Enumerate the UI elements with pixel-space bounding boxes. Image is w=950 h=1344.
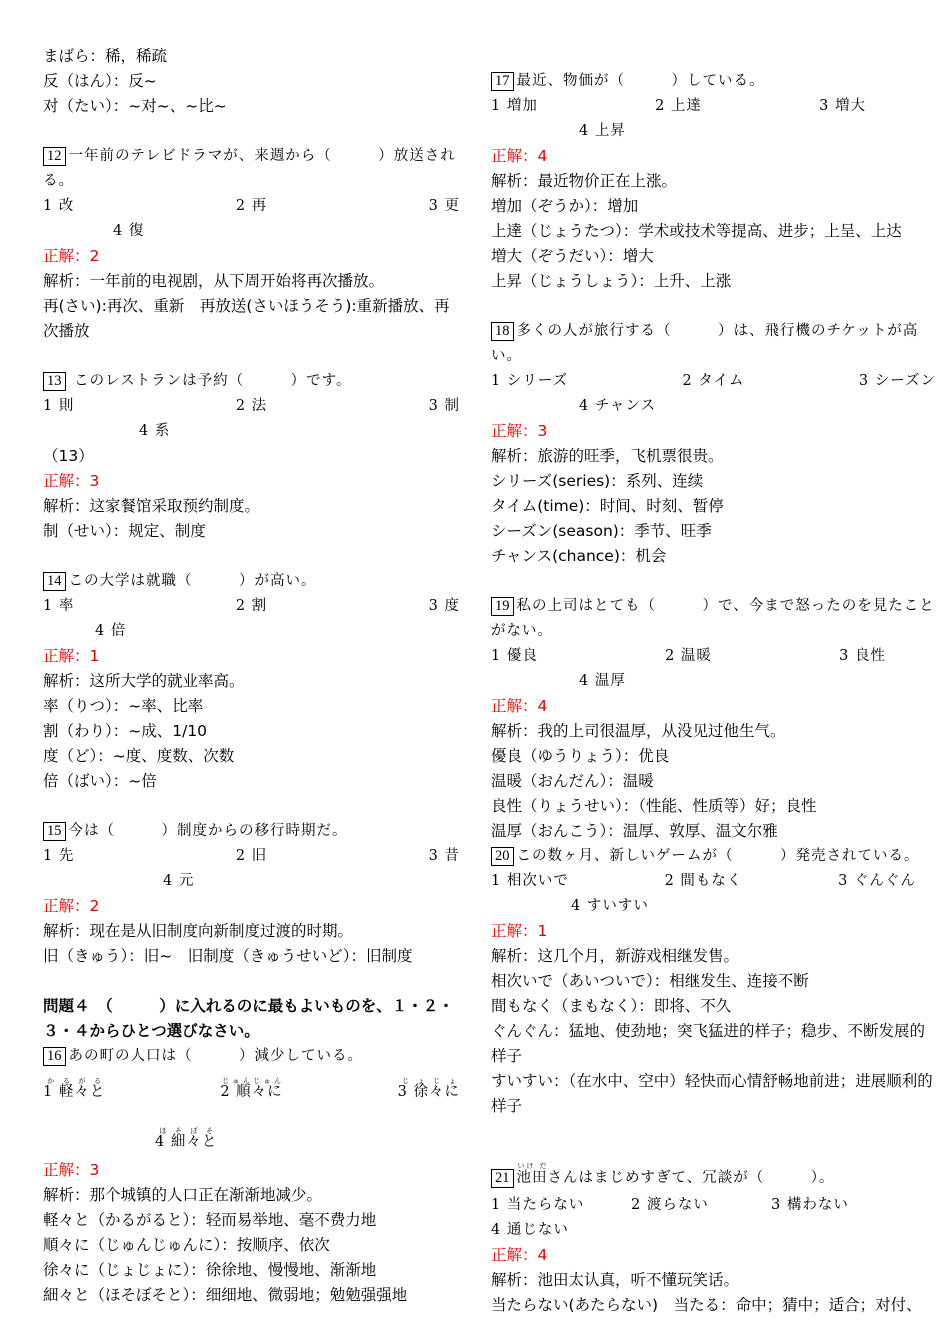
explanation: 解析：这家餐馆采取预约制度。 (43, 497, 261, 515)
option-4: 4 倍 (95, 623, 127, 639)
option: 3 更 (428, 198, 460, 214)
option: 1 率 (43, 598, 75, 614)
option: 3 度 (428, 598, 460, 614)
question-stem-18: 18 多くの人が旅行する（ ）は、飛行機のチケットが高い。 (491, 323, 919, 364)
options-16 (43, 1077, 460, 1101)
explanation: タイム(time)：时间、时刻、暂停 (491, 497, 724, 515)
explanation: 優良（ゆうりょう）：优良 (491, 747, 670, 765)
option: 3 良性 (839, 648, 886, 664)
explanation: 当たらない(あたらない) 当たる：命中；猜中；适合；对付、 (491, 1296, 922, 1314)
question-stem-20: 20 この数ヶ月、新しいゲームが（ ）発売されている。 (491, 844, 936, 869)
explanation: 制（せい）：规定、制度 (43, 522, 206, 540)
question-number: 15 (43, 822, 66, 841)
question-ref: （13） (43, 447, 94, 465)
option: 2 旧 (235, 848, 268, 864)
explanation: 徐々に（じょじょに）：徐徐地、慢慢地、渐渐地 (43, 1261, 377, 1279)
option: 2 再 (235, 198, 268, 214)
question-number: 16 (43, 1047, 66, 1066)
explanation: ぐんぐん：猛地、使劲地；突飞猛进的样子；稳步、不断发展的样子 (491, 1022, 926, 1065)
option: 1 当たらない (491, 1197, 585, 1213)
intro-line: 对（たい）：~对~、~比~ (43, 97, 227, 115)
question-number: 17 (491, 72, 514, 91)
option: 2 間もなく (664, 873, 743, 889)
explanation: 解析：现在是从旧制度向新制度过渡的时期。 (43, 922, 354, 940)
option-4: 4 温厚 (579, 673, 626, 689)
explanation: すいすい：（在水中、空中）轻快而心情舒畅地前进；进展顺利的样子 (491, 1072, 933, 1115)
answer: 正解：1 (491, 922, 548, 940)
option: 2 順々にじゅんじゅん (220, 1077, 283, 1100)
question-stem-15: 15 今は（ ）制度からの移行時期だ。 (43, 819, 460, 844)
question-number: 20 (491, 847, 514, 866)
option-4: 4 元 (163, 873, 195, 889)
question-number: 18 (491, 322, 514, 341)
question-stem-16: 16 あの町の人口は（ ）減少している。 (43, 1044, 460, 1069)
options-21 (491, 1193, 936, 1218)
answer: 正解：3 (491, 422, 548, 440)
answer: 正解：1 (43, 647, 100, 665)
option: 1 相次いで (491, 873, 569, 889)
options-17 (491, 94, 936, 119)
explanation: 軽々と（かるがると）：轻而易举地、毫不费力地 (43, 1211, 377, 1229)
option: 2 割 (235, 598, 268, 614)
options-20 (491, 869, 936, 894)
option-4: 4 すいすい (571, 898, 649, 914)
question-stem-12: 12 一年前のテレビドラマが、来週から（ ）放送される。 (43, 148, 456, 189)
question-number: 12 (43, 147, 66, 166)
intro-line: まばら：稀，稀疏 (43, 47, 168, 65)
explanation: 度（ど）：~度、度数、次数 (43, 747, 235, 765)
option: 2 温暖 (665, 648, 712, 664)
explanation: 良性（りょうせい）：（性能、性质等）好；良性 (491, 797, 817, 815)
answer: 正解：4 (491, 147, 548, 165)
explanation: 解析：最近物价正在上涨。 (491, 172, 678, 190)
explanation: 温暖（おんだん）：温暖 (491, 772, 654, 790)
explanation: 増加（ぞうか）：增加 (491, 197, 639, 215)
question-stem-14: 14 この大学は就職（ ）が高い。 (43, 569, 460, 594)
options-15 (43, 844, 460, 869)
options-19 (491, 644, 936, 669)
explanation: チャンス(chance)：机会 (491, 547, 667, 565)
options-18 (491, 369, 936, 394)
left-column (43, 44, 460, 1308)
option: 2 上達 (655, 98, 702, 114)
options-13 (43, 394, 460, 419)
option: 1 軽々とかるがる (43, 1077, 106, 1100)
question-stem-19: 19 私の上司はとても（ ）で、今まで怒ったのを見たことがない。 (491, 598, 935, 639)
option-4: 4 復 (113, 223, 145, 239)
intro-line: 反（はん）：反~ (43, 72, 157, 90)
explanation: 解析：这所大学的就业率高。 (43, 672, 245, 690)
explanation: 上達（じょうたつ）：学术或技术等提高、进步；上呈、上达 (491, 222, 902, 240)
option: 3 昔 (428, 848, 460, 864)
explanation: 解析：一年前的电视剧，从下周开始将再次播放。 (43, 272, 385, 290)
explanation: シーズン(season)：季节、旺季 (491, 522, 712, 540)
option-4: 4 チャンス (579, 398, 656, 414)
explanation: 解析：这几个月，新游戏相继发售。 (491, 947, 740, 965)
explanation: 再(さい):再次、重新 再放送(さいほうそう):重新播放、再次播放 (43, 297, 450, 340)
answer: 正解：2 (43, 247, 100, 265)
option: 3 構わない (771, 1197, 849, 1213)
option: 1 優良 (491, 648, 538, 664)
answer: 正解：3 (43, 1161, 100, 1179)
question-number: 14 (43, 572, 66, 591)
option-4: 4 系 (139, 423, 171, 439)
option: 1 則 (43, 398, 75, 414)
option: 3 ぐんぐん (838, 873, 916, 889)
question-stem-13: 13 このレストランは予約（ ）です。 (43, 369, 460, 394)
options-14 (43, 594, 460, 619)
answer: 正解：4 (491, 1246, 548, 1264)
option: 1 先 (43, 848, 75, 864)
explanation: 倍（ばい）：~倍 (43, 772, 157, 790)
explanation: 順々に（じゅんじゅんに）：按顺序、依次 (43, 1236, 330, 1254)
explanation: 解析：我的上司很温厚，从没见过他生气。 (491, 722, 786, 740)
option: 3 シーズン (858, 373, 936, 389)
option: 2 渡らない (631, 1197, 709, 1213)
option: 1 増加 (491, 98, 538, 114)
option-4: 4 細々とほそぼそ (155, 1127, 218, 1150)
right-column (491, 69, 936, 1318)
option: 3 制 (428, 398, 460, 414)
option: 1 改 (43, 198, 75, 214)
option: 2 法 (235, 398, 268, 414)
question-stem-17: 17 最近、物価が（ ）している。 (491, 69, 936, 94)
option-4: 4 通じない (491, 1222, 569, 1238)
option: 1 シリーズ (491, 373, 569, 389)
answer: 正解：2 (43, 897, 100, 915)
explanation: 率（りつ）：~率、比率 (43, 697, 204, 715)
explanation: 間もなく（まもなく）：即将、不久 (491, 997, 732, 1015)
explanation: 割（わり）：~成、1/10 (43, 722, 208, 740)
explanation: 増大（ぞうだい）：增大 (491, 247, 654, 265)
question-stem-21: 21 池田いけ ださんはまじめすぎて、冗談が（ ）。 (491, 1162, 936, 1193)
explanation: 解析：池田太认真，听不懂玩笑话。 (491, 1271, 740, 1289)
explanation: 相次いで（あいついで）：相继发生、连接不断 (491, 972, 809, 990)
question-number: 13 (43, 372, 66, 391)
explanation: 上昇（じょうしょう）：上升、上涨 (491, 272, 732, 290)
explanation: 解析：那个城镇的人口正在渐渐地减少。 (43, 1186, 323, 1204)
answer: 正解：3 (43, 472, 100, 490)
explanation: 細々と（ほそぼそと）：细细地、微弱地；勉勉强强地 (43, 1286, 408, 1304)
explanation: 解析：旅游的旺季，飞机票很贵。 (491, 447, 724, 465)
section-heading: 問題４ （ ）に入れるのに最もよいものを、１・２・３・４からひとつ選びなさい。 (43, 997, 454, 1040)
option: 3 増大 (819, 98, 866, 114)
explanation: 温厚（おんこう）：温厚、敦厚、温文尔雅 (491, 822, 778, 840)
explanation: 旧（きゅう）：旧~ 旧制度（きゅうせいど）：旧制度 (43, 947, 413, 965)
question-number: 21 (491, 1169, 514, 1188)
answer: 正解：4 (491, 697, 548, 715)
options-12 (43, 194, 460, 219)
option: 2 タイム (682, 373, 745, 389)
option: 3 徐々にじょじょ (397, 1077, 460, 1100)
option-4: 4 上昇 (579, 123, 626, 139)
question-number: 19 (491, 597, 514, 616)
explanation: シリーズ(series)：系列、连续 (491, 472, 704, 490)
